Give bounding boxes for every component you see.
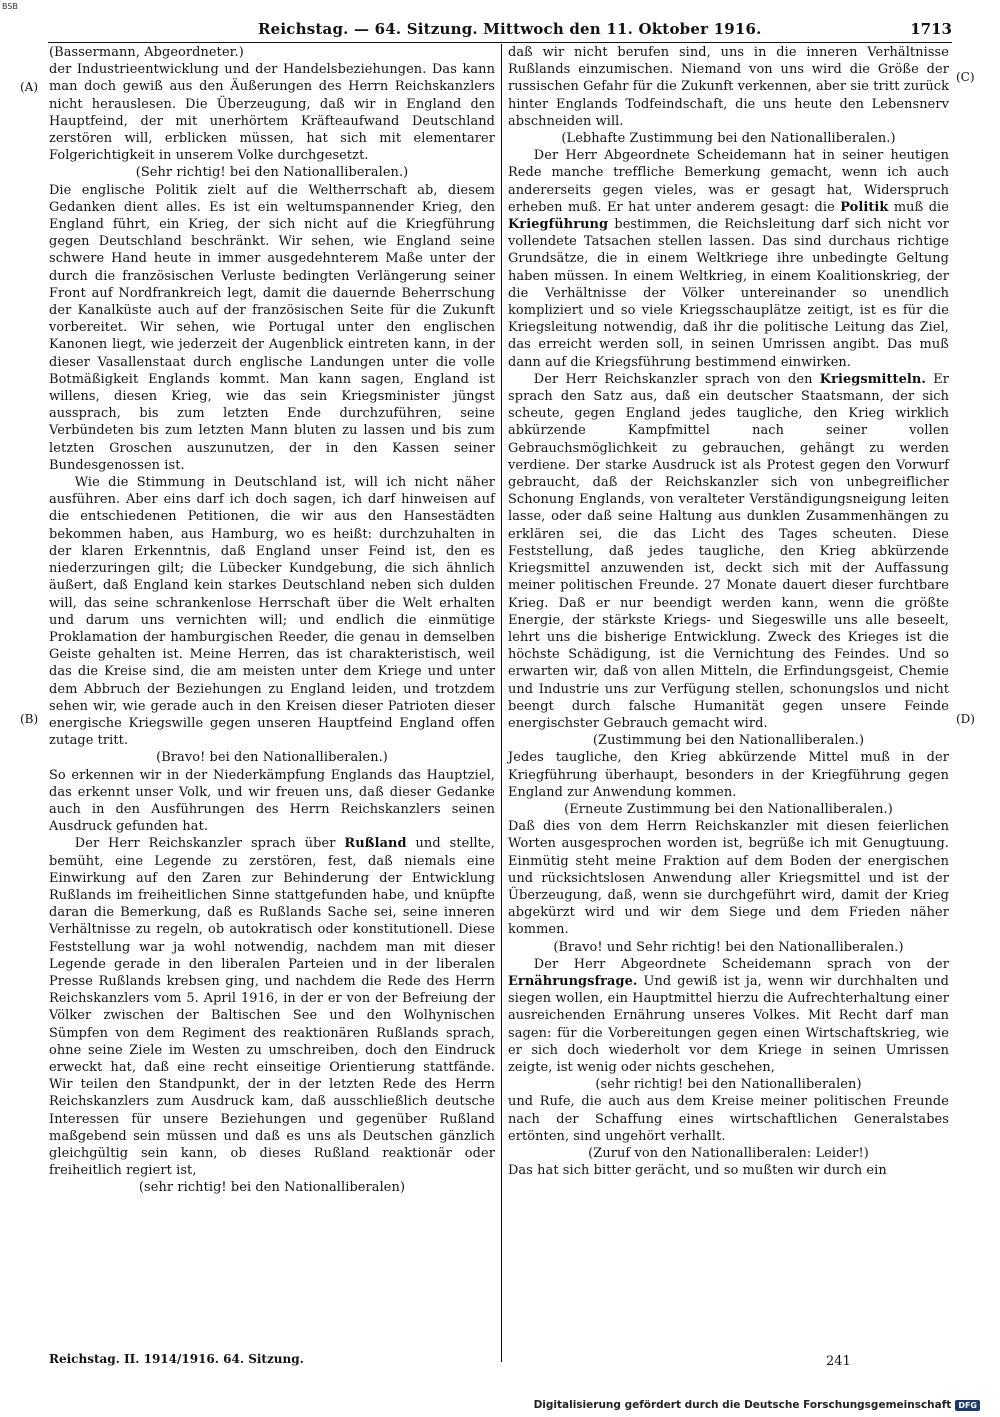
paragraph: Der Herr Abgeordnete Scheidemann hat in seiner heutigen Rede manche treffliche Bemerkung gemacht, wenn ich auch andererseits gegen vieles, was er gesagt hat, Widerspruch erheben muß. Er hat unter anderem gesagt: die Politik muß die Kriegführung bestimmen, die Reichsleitung darf sich nicht vor vollendete Tatsachen stellen lassen. Das sind durchaus richtige Grundsätze, die in einem Weltkriege ihre unbedingte Geltung haben müssen. In einem Weltkrieg, in einem Koalitionskrieg, der die Verhältnisse der Völker untereinander so unendlich kompliziert und so viele Kriegsschauplätze zeitigt, ist es für die Kriegsleitung notwendig, daß ihr die politische Leitung das Ziel, das erreicht werden soll, in seinen Umrissen angibt. Das muß dann auf die Kriegsführung bestimmend einwirken.	[508, 148, 949, 370]
left-column	[49, 44, 495, 1197]
paragraph: daß wir nicht berufen sind, uns in die inneren Verhältnisse Rußlands einzumischen. Niemand von uns wird die Größe der russischen Gefahr für die Zukunft verkennen, aber sie tritt zurück hinter Englands Todfeindschaft, die uns heute den Lebensnerv abschneiden will.	[508, 45, 949, 129]
bold-term: Kriegsmitteln.	[819, 371, 926, 387]
paragraph: Das hat sich bitter gerächt, und so mußten wir durch ein	[508, 1163, 887, 1179]
reaction: (Zuruf von den Nationalliberalen: Leider!)	[588, 1146, 869, 1161]
speaker-label: (Bassermann, Abgeordneter.)	[49, 45, 244, 60]
margin-marker-b: (B)	[20, 712, 39, 726]
digitization-credit	[534, 1399, 980, 1411]
paragraph: Daß dies von dem Herrn Reichskanzler mit diesen feierlichen Worten ausgesprochen worden ist, begrüße ich mit Genugtuung. Einmütig steht meine Fraktion auf dem Boden der energischen und rücksichtslosen Anwendung aller Kriegsmittel und ist der Überzeugung, daß, wenn sie durchgeführt wird, damit der Krieg abgekürzt wird und wir dem Siege und dem Frieden näher kommen.	[508, 819, 949, 938]
right-column	[508, 44, 949, 1179]
column-divider	[501, 44, 502, 1362]
reaction: (Bravo! und Sehr richtig! bei den Nationalliberalen.)	[553, 939, 904, 955]
reaction: (Lebhafte Zustimmung bei den Nationalliberalen.)	[561, 131, 896, 147]
paragraph: Der Herr Reichskanzler sprach über Rußland und stellte, bemüht, eine Legende zu zerstören, fest, daß niemals eine Einwirkung auf den Zaren zur Behinderung der Entwicklung Rußlands im freiheitlichen Sinne stattgefunden habe, und knüpfte daran die Bemerkung, daß es Rußlands Sache sei, seine inneren Verhältnisse zu regeln, ob autokratisch oder konstitutionell. Diese Feststellung war ja wohl notwendig, nachdem man mit dieser Legende gerade in den liberalen Parteien und in der liberalen Presse Rußlands krebsen ging, und nachdem die Rede des Herrn Reichskanzlers vom 5. April 1916, in der er von der Befreiung der Völker zwischen der Baltischen See und den Wolhynischen Sümpfen von dem Regiment des reaktionären Rußlands sprach, ohne seine Ziele im Westen zu umschreiben, doch den Eindruck erweckt hat, daß eine recht einseitige Orientierung stattfände. Wir teilen den Standpunkt, der in der letzten Rede des Herrn Reichskanzlers zum Ausdruck kam, daß ausschließlich deutsche Interessen für unsere Beziehungen und gegenüber Rußland maßgebend sein müssen und daß es uns als Deutschen gänzlich gleichgültig sein kann, ob dieses Rußland reaktionär oder freiheitlich regiert ist,	[49, 836, 495, 1179]
reaction: (Erneute Zustimmung bei den Nationalliberalen.)	[564, 801, 893, 817]
bold-term: Rußland	[344, 836, 407, 852]
paragraph: Wie die Stimmung in Deutschland ist, will ich nicht näher ausführen. Aber eins darf ich doch sagen, ich darf hinweisen auf die entschiedenen Petitionen, die wir aus den Hansestädten bekommen haben, aus Hamburg, wo es heißt: durchzuhalten in der klaren Erkenntnis, daß England unser Feind ist, den es niederzuringen gilt; die Lübecker Kundgebung, die sich ähnlich äußert, daß England kein starkes Deutschland neben sich dulden will, das seine schrankenlose Herrschaft über die Welt erhalten und darum uns vernichten will; und endlich die einmütige Proklamation der hamburgischen Reeder, die genau in demselben Geiste gehalten ist. Meine Herren, das ist charakteristisch, weil das die Kreise sind, die am meisten unter dem Kriege und unter dem Abbruch der Beziehungen zu England leiden, und trotzdem sehen wir, wie gerade auch in den Kreisen dieser Patrioten dieser energische Kriegswille gegen unseren Hauptfeind England offen zutage tritt.	[49, 475, 495, 749]
bold-term: Kriegführung	[508, 217, 609, 233]
paragraph: und Rufe, die auch aus dem Kreise meiner politischen Freunde nach der Schaffung eines wirtschaftlichen Generalstabes ertönten, sind ungehört verhallt.	[508, 1094, 949, 1144]
reaction: (sehr richtig! bei den Nationalliberalen)	[138, 1180, 406, 1196]
reaction: (sehr richtig! bei den Nationalliberalen)	[595, 1077, 862, 1093]
reaction: (Zustimmung bei den Nationalliberalen.)	[592, 733, 865, 749]
paragraph: So erkennen wir in der Niederkämpfung Englands das Hauptziel, das erkennt unser Volk, und wir freuen uns, daß dieser Gedanke auch in den Ausführungen des Herrn Reichskanzlers seinen Ausdruck gefunden hat.	[49, 767, 495, 835]
footer-signature: Reichstag. II. 1914/1916. 64. Sitzung.	[49, 1352, 304, 1366]
bold-term: Politik	[840, 199, 889, 215]
paragraph: Die englische Politik zielt auf die Weltherrschaft ab, diesem Gedanken dient alles. Es ist ein weltumspannender Krieg, den England führt, ein Krieg, der sich nicht auf die Kriegführung gegen Deutschland beschränkt. Wir sehen, wie England seine schwere Hand heute in immer ausgedehnterem Maße unter der durch die französischen Verluste bedingten Verlängerung seiner Front auf Nordfrankreich legt, damit die dauernde Beherrschung der Kanalküste auch auf der französischen Seite für die Zukunft vorbereitet. Wir sehen, wie Portugal unter den englischen Kanonen liegt, wie jederzeit der Augenblick eintreten kann, in der dieser Vasallenstaat durch englische Landungen unter die volle Botmäßigkeit Englands kommt. Man kann sagen, England ist willens, diesen Krieg, wie das sein Kriegsminister jüngst aussprach, bis zum letzten Ende durchzuführen, seine Verbündeten bis zum letzten Mann bluten zu lassen und bis zum letzten Groschen auszunutzen, der in den Kassen seiner Bundesgenossen ist.	[49, 182, 495, 473]
paragraph: Der Herr Reichskanzler sprach von den Kriegsmitteln. Er sprach den Satz aus, daß ein deutscher Staatsmann, der sich scheute, gegen England jedes taugliche, den Krieg wirklich abkürzende Kampfmittel nach seiner vollen Gebrauchsmöglichkeit zu gebrauchen, gehängt zu werden verdiene. Der starke Ausdruck ist als Protest gegen den Vorwurf gebraucht, daß der Reichskanzler sich von unbegreiflicher Schonung Englands, von veralteter Verständigungsneigung leiten lasse, oder daß seine Haltung aus dunklen Zusammenhängen zu erklären sei, die das Licht des Tages scheuten. Diese Feststellung, daß jedes taugliche, den Krieg abkürzende Kriegsmittel anzuwenden ist, deckt sich mit der Auffassung meiner politischen Freunde. 27 Monate dauert dieser furchtbare Krieg. Daß er nur beendigt werden kann, wenn die größte Energie, der stärkste Kriegs- und Siegeswille uns alle beseelt, lehrt uns die bisherige Entwicklung. Zweck des Krieges ist die höchste Schädigung, ist die Vernichtung des Feindes. Und so erwarten wir, daß von allen Mitteln, die Erfindungsgeist, Chemie und Industrie uns zur Verfügung stellen, schonungslos und nicht beengt durch falsche Humanität gegen unsere Feinde energischster Gebrauch gemacht wird.	[508, 371, 949, 731]
margin-marker-c: (C)	[956, 70, 975, 84]
reaction: (Sehr richtig! bei den Nationalliberalen.)	[135, 165, 409, 181]
footer-sheet-number: 241	[826, 1354, 851, 1369]
digitization-text: Digitalisierung gefördert durch die Deutsche Forschungsgemeinschaft	[533, 1399, 952, 1411]
header-title: Reichstag. — 64. Sitzung. Mittwoch den 11. Oktober 1916.	[258, 20, 762, 38]
page-number: 1713	[910, 20, 952, 38]
paragraph: der Industrieentwicklung und der Handelsbeziehungen. Das kann man doch gewiß aus den Äußerungen des Herrn Reichskanzlers nicht herauslesen. Die Überzeugung, daß wir in England den Hauptfeind, der mit unerhörtem Kräfteaufwand Deutschland zerstören will, erblicken müssen, hat sich mit elementarer Folgerichtigkeit in unserem Volke durchgesetzt.	[49, 62, 495, 164]
library-watermark: BSB	[2, 2, 18, 11]
margin-marker-a: (A)	[20, 80, 39, 94]
reaction: (Bravo! bei den Nationalliberalen.)	[156, 750, 388, 766]
paragraph: Jedes taugliche, den Krieg abkürzende Mittel muß in der Kriegführung überhaupt, besonders in der Kriegführung gegen England zur Anwendung kommen.	[508, 750, 949, 800]
bold-term: Ernährungsfrage.	[508, 973, 638, 989]
dfg-logo-icon: DFG	[955, 1400, 980, 1411]
margin-marker-d: (D)	[956, 712, 975, 726]
paragraph: Der Herr Abgeordnete Scheidemann sprach von der Ernährungsfrage. Und gewiß ist ja, wenn wir durchhalten und siegen wollen, ein Hauptmittel hierzu die Aufrechterhaltung einer ausreichenden Ernährung unseres Volkes. Mit Recht darf man sagen: für die Vorbereitungen gegen einen Wirtschaftskrieg, wie er sich doch wiederholt vor dem Kriege in seinen Umrissen zeigte, ist wenig oder nichts geschehen,	[508, 956, 949, 1075]
page-header	[48, 16, 952, 43]
